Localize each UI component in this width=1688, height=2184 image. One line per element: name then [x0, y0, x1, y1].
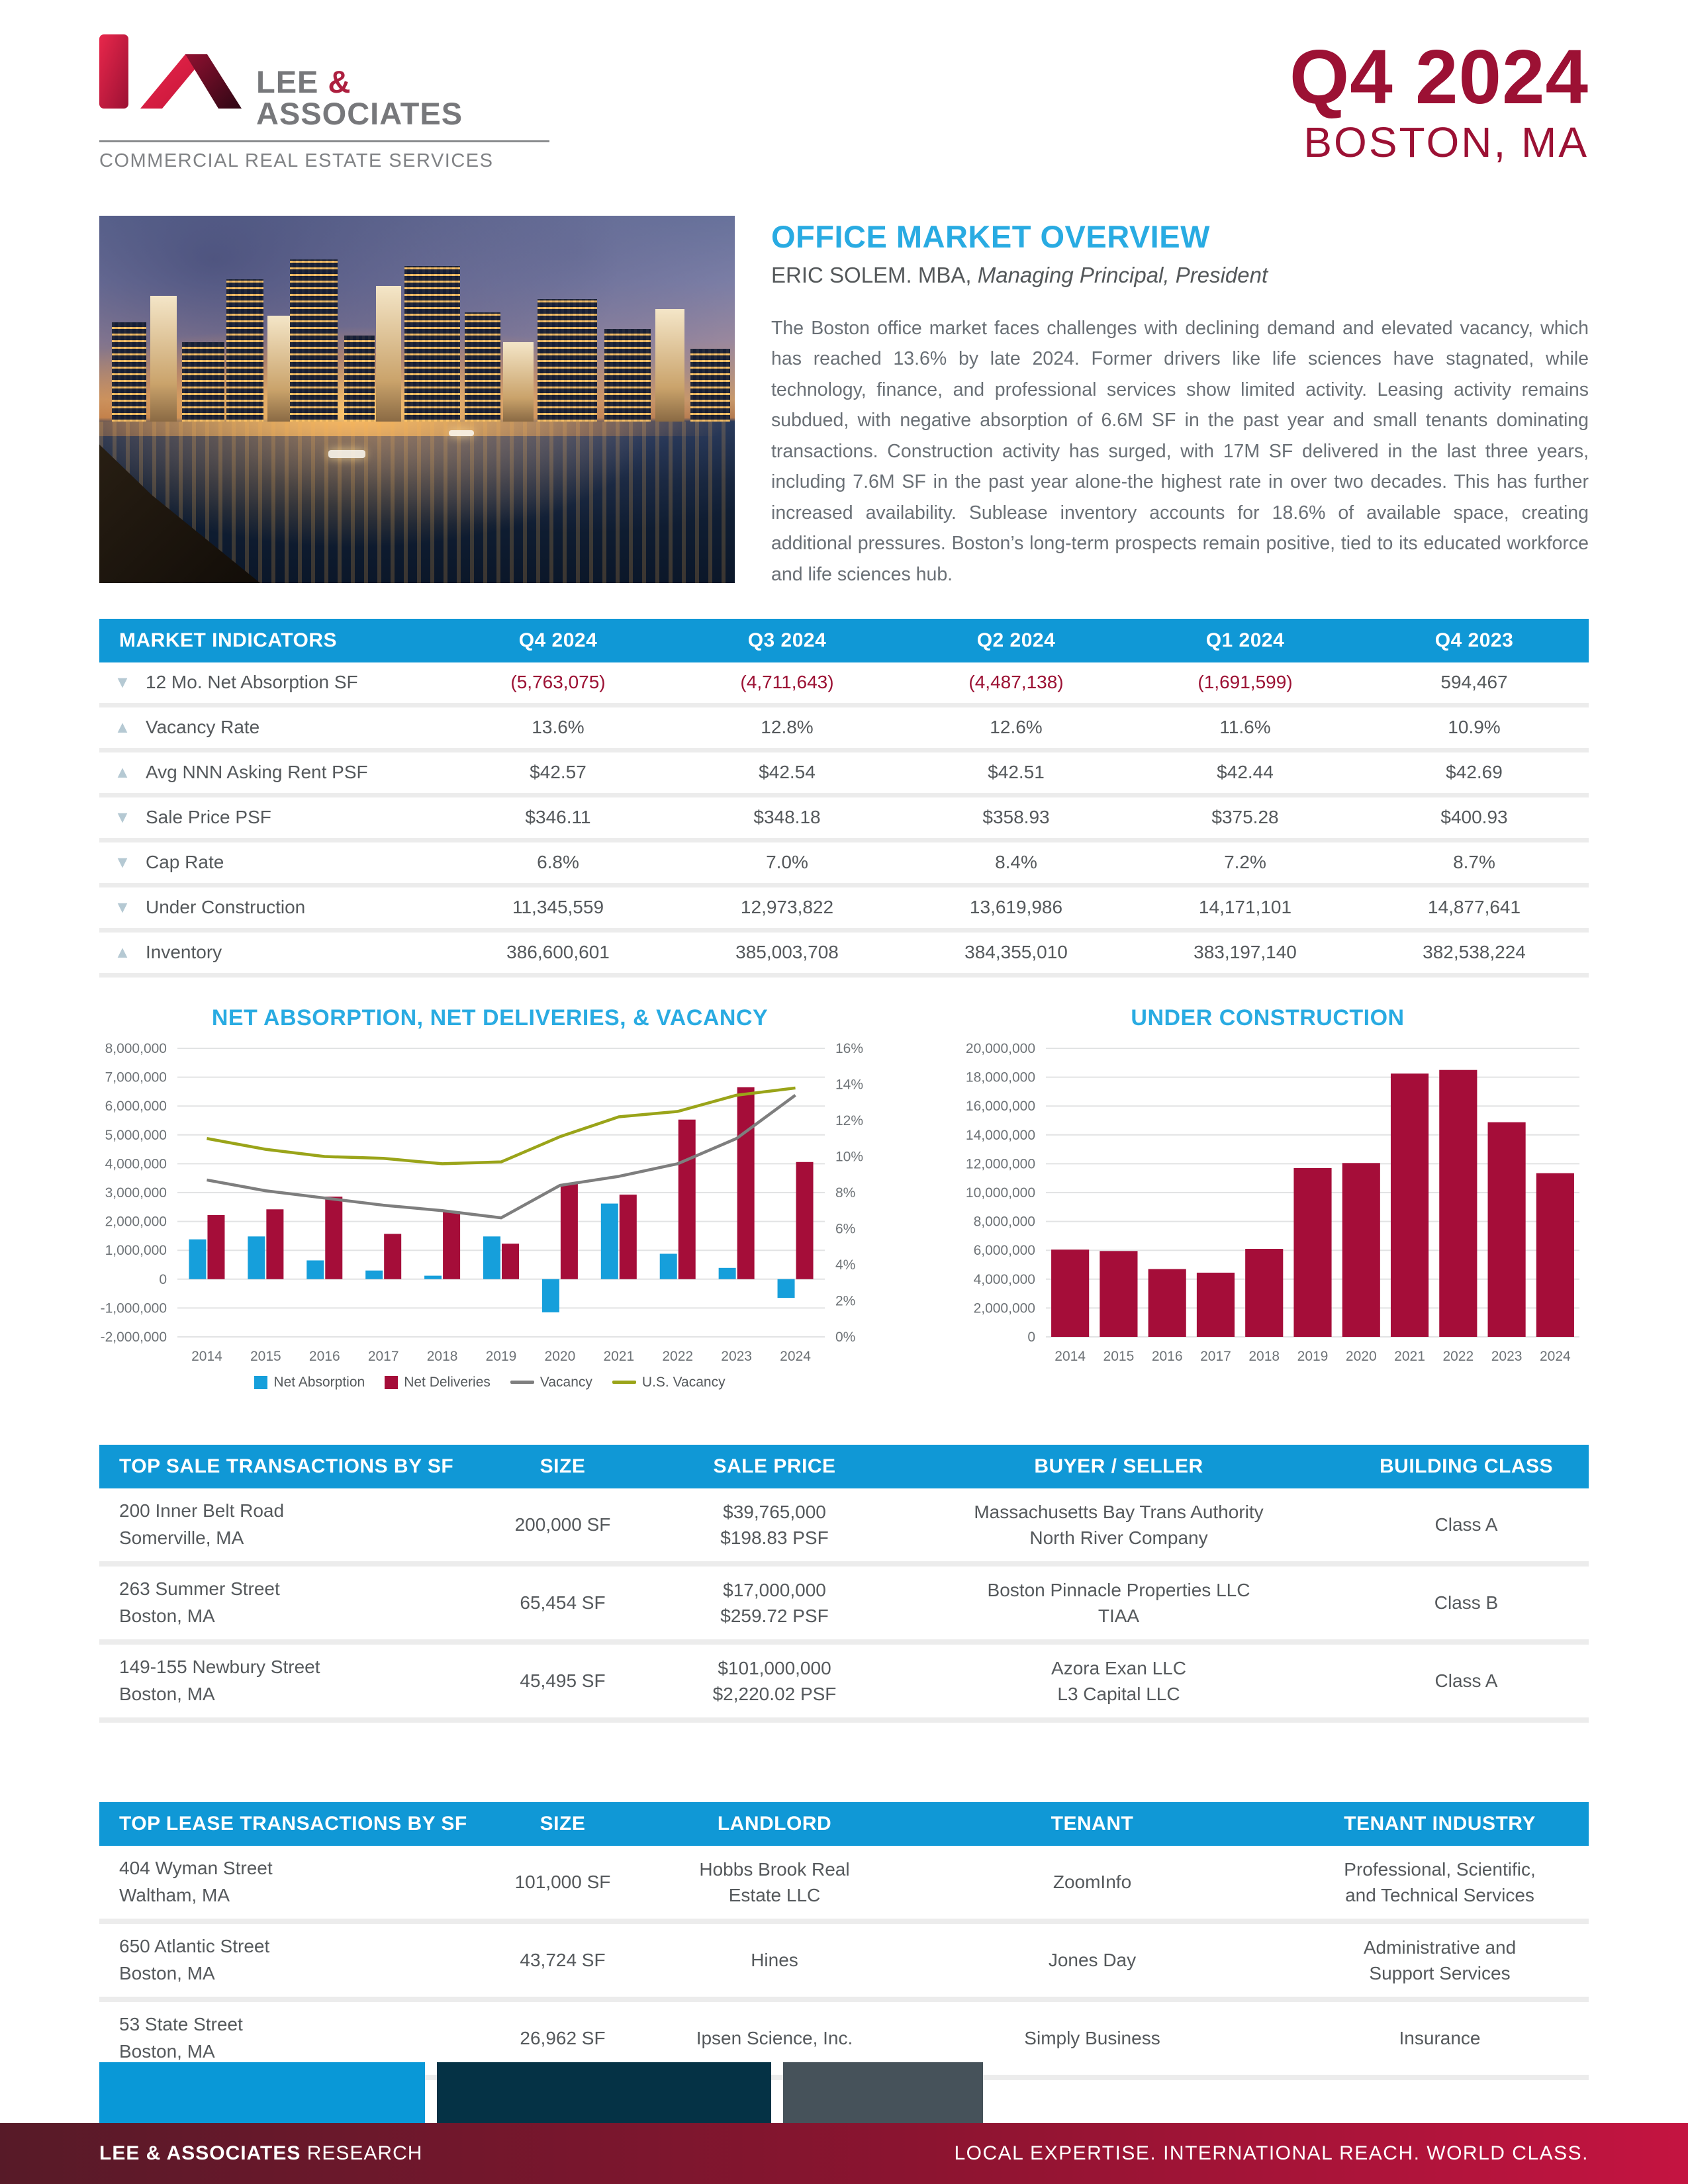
sale-transactions-table [99, 1445, 1589, 1723]
svg-text:2022: 2022 [662, 1348, 694, 1364]
indicator-value: $42.54 [759, 762, 816, 783]
legend-item [612, 1375, 726, 1390]
lease-landlord [655, 1856, 894, 1908]
indicator-value: 384,355,010 [964, 942, 1068, 963]
col-q1-2024: Q1 2024 [1205, 629, 1285, 651]
cell-line: $39,765,000 [723, 1501, 826, 1522]
lease-tenant: ZoomInfo [1053, 1872, 1132, 1893]
svg-text:12%: 12% [835, 1113, 864, 1128]
svg-text:4,000,000: 4,000,000 [105, 1156, 167, 1172]
sale-row [99, 1567, 1589, 1645]
svg-text:10,000,000: 10,000,000 [965, 1185, 1035, 1201]
net-absorption-chart [99, 1038, 880, 1369]
sales-col-size: SIZE [539, 1455, 586, 1477]
indicator-label: Sale Price PSF [146, 807, 271, 828]
sale-building-class: Class A [1434, 1670, 1498, 1692]
photo-boat [328, 450, 365, 458]
sale-size: 200,000 SF [514, 1514, 611, 1535]
indicator-value: (1,691,599) [1197, 672, 1293, 693]
sale-buyer-seller [894, 1577, 1344, 1629]
svg-text:2014: 2014 [191, 1348, 222, 1364]
cell-line: Boston Pinnacle Properties LLC [987, 1579, 1250, 1600]
indicator-value: $358.93 [982, 807, 1050, 828]
svg-text:2017: 2017 [367, 1348, 399, 1364]
photo-building [538, 299, 597, 422]
indicator-label: Under Construction [146, 897, 306, 918]
cell-line: North River Company [1029, 1527, 1208, 1548]
page-footer [0, 2062, 1688, 2184]
report-quarter: Q4 2024 [1289, 34, 1589, 120]
sale-property [99, 1498, 470, 1551]
svg-text:16,000,000: 16,000,000 [965, 1099, 1035, 1115]
indicator-value: 14,877,641 [1427, 897, 1521, 918]
overview-title: OFFICE MARKET OVERVIEW [771, 218, 1210, 254]
cell-line: and Technical Services [1345, 1884, 1534, 1905]
indicator-value: 386,600,601 [506, 942, 610, 963]
footer-brand: LEE & ASSOCIATES [99, 2142, 301, 2164]
svg-text:0%: 0% [835, 1329, 856, 1345]
cell-line: Hines [751, 1950, 798, 1971]
indicator-value: 382,538,224 [1423, 942, 1526, 963]
trend-down-icon: ▼ [114, 897, 131, 917]
svg-text:-1,000,000: -1,000,000 [100, 1300, 167, 1316]
indicator-row [99, 797, 1589, 842]
cell-line: Massachusetts Bay Trans Authority [974, 1501, 1264, 1522]
trend-down-icon: ▼ [114, 672, 131, 692]
trend-down-icon: ▼ [114, 852, 131, 872]
footer-bar [0, 2123, 1688, 2184]
indicator-value: $42.69 [1446, 762, 1503, 783]
sale-building-class: Class A [1434, 1514, 1498, 1535]
cell-line: Professional, Scientific, [1344, 1858, 1536, 1880]
cell-line: Support Services [1369, 1962, 1511, 1983]
legend-swatch-bar [385, 1376, 398, 1389]
svg-text:2018: 2018 [426, 1348, 458, 1364]
indicator-value: 12.6% [990, 717, 1043, 738]
col-q2-2024: Q2 2024 [976, 629, 1056, 651]
col-q4-2023: Q4 2023 [1434, 629, 1514, 651]
sales-col-class: BUILDING CLASS [1380, 1455, 1553, 1477]
leases-header [99, 1802, 1589, 1846]
lee-associates-logo-icon [99, 34, 242, 109]
lease-industry [1291, 1856, 1589, 1908]
photo-building [655, 309, 684, 422]
photo-building [267, 316, 290, 422]
svg-text:18,000,000: 18,000,000 [965, 1069, 1035, 1085]
cell-line: L3 Capital LLC [1057, 1683, 1180, 1704]
svg-text:8%: 8% [835, 1185, 856, 1201]
cell-line: $101,000,000 [718, 1657, 831, 1678]
indicator-row [99, 707, 1589, 752]
trend-up-icon: ▲ [114, 717, 131, 737]
logo-wordmark [256, 34, 463, 130]
svg-text:2020: 2020 [544, 1348, 576, 1364]
svg-text:2020: 2020 [1345, 1348, 1377, 1364]
logo-line2: ASSOCIATES [256, 95, 463, 131]
svg-text:-2,000,000: -2,000,000 [100, 1329, 167, 1345]
sale-size: 65,454 SF [520, 1592, 606, 1614]
logo-line1: LEE [256, 64, 328, 99]
lease-property [99, 2011, 470, 2065]
svg-text:2015: 2015 [1103, 1348, 1135, 1364]
svg-text:2022: 2022 [1442, 1348, 1474, 1364]
col-q4-2024: Q4 2024 [518, 629, 598, 651]
hero-section [99, 216, 1589, 590]
footer-slogan: LOCAL EXPERTISE. INTERNATIONAL REACH. WORLD CLASS. [954, 2142, 1589, 2164]
indicator-value: 8.4% [995, 852, 1037, 873]
cell-line: $17,000,000 [723, 1579, 826, 1600]
indicator-value: (4,711,643) [740, 672, 834, 693]
cell-line: Estate LLC [728, 1884, 821, 1905]
indicator-label: 12 Mo. Net Absorption SF [146, 672, 358, 693]
lease-size: 26,962 SF [520, 2028, 606, 2049]
indicator-value: 12,973,822 [740, 897, 834, 918]
indicator-value: 14,171,101 [1198, 897, 1292, 918]
indicators-title: MARKET INDICATORS [119, 629, 338, 651]
indicator-value: $42.57 [530, 762, 586, 783]
indicator-row [99, 662, 1589, 707]
photo-building [182, 342, 224, 422]
photo-building [226, 279, 263, 422]
svg-text:20,000,000: 20,000,000 [965, 1040, 1035, 1056]
legend-label: U.S. Vacancy [641, 1374, 726, 1390]
svg-text:4,000,000: 4,000,000 [973, 1271, 1035, 1287]
cell-line: TIAA [1098, 1605, 1140, 1626]
photo-building [465, 312, 500, 422]
cell-line: 149-155 Newbury Street [119, 1657, 320, 1678]
sale-price [655, 1577, 894, 1629]
indicator-value: 7.0% [766, 852, 808, 873]
lease-property [99, 1933, 470, 1987]
svg-text:5,000,000: 5,000,000 [105, 1127, 167, 1143]
footer-block-grey [783, 2062, 983, 2123]
lease-row [99, 1924, 1589, 2002]
lease-size: 101,000 SF [514, 1872, 611, 1893]
lease-tenant: Simply Business [1024, 2028, 1160, 2049]
svg-text:14%: 14% [835, 1077, 864, 1093]
cell-line: Boston, MA [119, 1605, 215, 1626]
photo-building [344, 336, 375, 422]
cell-line: Ipsen Science, Inc. [696, 2028, 853, 2049]
leases-col-landlord: LANDLORD [717, 1812, 832, 1835]
indicator-label: Vacancy Rate [146, 717, 260, 738]
trend-up-icon: ▲ [114, 762, 131, 782]
indicator-value: 594,467 [1440, 672, 1508, 693]
cell-line: 200 Inner Belt Road [119, 1500, 285, 1522]
charts-section [99, 1005, 1589, 1390]
svg-text:14,000,000: 14,000,000 [965, 1127, 1035, 1143]
indicator-value: 10.9% [1448, 717, 1501, 738]
sales-header [99, 1445, 1589, 1488]
svg-text:16%: 16% [835, 1040, 864, 1056]
cell-line: $259.72 PSF [720, 1605, 829, 1626]
lee-associates-logo [99, 34, 549, 172]
lease-tenant: Jones Day [1048, 1950, 1137, 1971]
legend-label: Net Absorption [273, 1374, 365, 1390]
svg-text:3,000,000: 3,000,000 [105, 1185, 167, 1201]
legend-item [385, 1375, 491, 1390]
svg-text:2024: 2024 [780, 1348, 811, 1364]
indicator-row [99, 752, 1589, 797]
svg-text:2021: 2021 [603, 1348, 635, 1364]
indicator-value: $42.51 [988, 762, 1045, 783]
cell-line: Boston, MA [119, 1962, 215, 1983]
legend-item [254, 1375, 365, 1390]
lease-row [99, 1846, 1589, 1924]
svg-text:6,000,000: 6,000,000 [105, 1099, 167, 1115]
sale-building-class: Class B [1434, 1592, 1499, 1614]
indicator-label: Cap Rate [146, 852, 224, 873]
sale-size: 45,495 SF [520, 1670, 606, 1692]
sales-body [99, 1488, 1589, 1723]
author-name: ERIC SOLEM. MBA, [771, 262, 972, 287]
legend-swatch-line [612, 1381, 636, 1384]
indicator-value: 12.8% [761, 717, 814, 738]
footer-research: RESEARCH [301, 2142, 423, 2164]
author-title: Managing Principal, President [971, 262, 1268, 287]
absorption-chart-title: NET ABSORPTION, NET DELIVERIES, & VACANCY [211, 1005, 769, 1030]
svg-text:10%: 10% [835, 1149, 864, 1165]
leases-title: TOP LEASE TRANSACTIONS BY SF [119, 1812, 467, 1835]
leases-col-size: SIZE [539, 1812, 586, 1835]
indicator-value: $42.44 [1217, 762, 1274, 783]
svg-text:2023: 2023 [1491, 1348, 1523, 1364]
col-q3-2024: Q3 2024 [747, 629, 827, 651]
cell-line: 263 Summer Street [119, 1578, 280, 1600]
svg-text:12,000,000: 12,000,000 [965, 1156, 1035, 1172]
sales-col-buyer-seller: BUYER / SELLER [1034, 1455, 1203, 1477]
photo-building [690, 349, 730, 422]
svg-text:8,000,000: 8,000,000 [973, 1214, 1035, 1230]
indicator-value: $346.11 [525, 807, 591, 828]
leases-body [99, 1846, 1589, 2080]
svg-text:7,000,000: 7,000,000 [105, 1069, 167, 1085]
lease-landlord [655, 1947, 894, 1973]
page-header [99, 0, 1589, 172]
cell-line: Boston, MA [119, 1683, 215, 1704]
sale-price [655, 1655, 894, 1707]
footer-research-label [99, 2142, 422, 2165]
market-indicators-table [99, 619, 1589, 978]
indicator-value: 383,197,140 [1194, 942, 1297, 963]
sale-row [99, 1488, 1589, 1567]
indicators-body [99, 662, 1589, 978]
footer-block-blue [99, 2062, 425, 2123]
indicator-label: Inventory [146, 942, 222, 963]
photo-building [503, 342, 534, 422]
construction-chart-block [947, 1005, 1589, 1390]
indicator-value: 7.2% [1224, 852, 1266, 873]
cell-line: Waltham, MA [119, 1884, 230, 1905]
indicators-header [99, 619, 1589, 662]
sale-property [99, 1654, 470, 1707]
photo-building [290, 259, 338, 422]
lease-size: 43,724 SF [520, 1950, 606, 1971]
footer-color-blocks [99, 2062, 1688, 2123]
indicator-row [99, 887, 1589, 933]
svg-text:2%: 2% [835, 1293, 856, 1309]
trend-up-icon: ▲ [114, 942, 131, 962]
cell-line: 53 State Street [119, 2014, 243, 2035]
sales-col-price: SALE PRICE [713, 1455, 836, 1477]
indicator-value: 11.6% [1219, 717, 1271, 738]
legend-swatch-bar [254, 1376, 267, 1389]
svg-text:1,000,000: 1,000,000 [105, 1243, 167, 1259]
legend-label: Net Deliveries [404, 1374, 491, 1390]
sale-buyer-seller [894, 1499, 1344, 1551]
indicator-value: (4,487,138) [968, 672, 1064, 693]
svg-text:2019: 2019 [485, 1348, 517, 1364]
svg-text:6%: 6% [835, 1221, 856, 1237]
svg-text:2016: 2016 [308, 1348, 340, 1364]
photo-boat [449, 430, 474, 436]
svg-text:2017: 2017 [1200, 1348, 1231, 1364]
indicator-label: Avg NNN Asking Rent PSF [146, 762, 368, 783]
indicator-row [99, 933, 1589, 978]
svg-text:0: 0 [159, 1271, 167, 1287]
indicator-value: 11,345,559 [512, 897, 604, 918]
cell-line: 650 Atlantic Street [119, 1936, 270, 1957]
svg-text:2,000,000: 2,000,000 [105, 1214, 167, 1230]
cell-line: $198.83 PSF [720, 1527, 829, 1548]
lease-transactions-table [99, 1802, 1589, 2080]
cell-line: Boston, MA [119, 2040, 215, 2062]
indicator-value: 385,003,708 [735, 942, 839, 963]
cell-line: $2,220.02 PSF [712, 1683, 837, 1704]
overview-author [771, 263, 1589, 288]
indicator-value: $375.28 [1211, 807, 1279, 828]
svg-text:4%: 4% [835, 1257, 856, 1273]
svg-text:2015: 2015 [250, 1348, 281, 1364]
leases-col-tenant: TENANT [1051, 1812, 1134, 1835]
construction-chart-title: UNDER CONSTRUCTION [1131, 1005, 1405, 1030]
svg-text:2021: 2021 [1394, 1348, 1425, 1364]
indicator-row [99, 842, 1589, 887]
lease-property [99, 1855, 470, 1909]
photo-building [376, 286, 401, 422]
cell-line: Somerville, MA [119, 1527, 244, 1548]
sale-property [99, 1576, 470, 1629]
absorption-chart-block [99, 1005, 880, 1390]
report-market: BOSTON, MA [1303, 118, 1589, 166]
logo-lockup [99, 34, 549, 130]
boston-skyline-photo [99, 216, 735, 583]
indicator-value: 6.8% [537, 852, 579, 873]
cell-line: Administrative and [1363, 1936, 1517, 1958]
lease-industry [1291, 2025, 1589, 2051]
indicator-value: $348.18 [753, 807, 821, 828]
logo-divider [99, 140, 549, 142]
svg-text:2014: 2014 [1055, 1348, 1086, 1364]
legend-label: Vacancy [539, 1374, 592, 1390]
overview-body: The Boston office market faces challenges with declining demand and elevated vacancy, which has reached 13.6% by late 2024. Former drivers like life sciences have stagnated, while technology, finance, and professional services show limited activity. Leasing activity remains subdued, with negative absorption of 6.6M SF in the past year and small tenants dominating transactions. Construction activity has surged, with 17M SF delivered in the last three years, including 7.6M SF in the past year alone-the highest rate in over two decades. This has further increased availability. Sublease inventory accounts for 18.6% of available space, creating additional pressures. Boston’s long-term prospects remain positive, tied to its educated workforce and life sciences hub. [771, 317, 1589, 585]
photo-building [150, 296, 177, 422]
indicator-value: 8.7% [1453, 852, 1495, 873]
photo-building [112, 322, 146, 422]
sales-title: TOP SALE TRANSACTIONS BY SF [119, 1455, 454, 1477]
svg-text:2024: 2024 [1540, 1348, 1571, 1364]
leases-col-industry: TENANT INDUSTRY [1344, 1812, 1536, 1835]
photo-building [604, 329, 651, 422]
svg-text:2018: 2018 [1248, 1348, 1280, 1364]
indicator-value: $400.93 [1440, 807, 1508, 828]
svg-text:6,000,000: 6,000,000 [973, 1243, 1035, 1259]
logo-tagline: COMMERCIAL REAL ESTATE SERVICES [99, 150, 494, 171]
svg-text:2,000,000: 2,000,000 [973, 1300, 1035, 1316]
indicator-value: 13.6% [532, 717, 585, 738]
svg-text:2016: 2016 [1151, 1348, 1183, 1364]
cell-line: 404 Wyman Street [119, 1858, 273, 1879]
market-overview [771, 216, 1589, 590]
trend-down-icon: ▼ [114, 807, 131, 827]
absorption-chart-legend [99, 1375, 880, 1390]
cell-line: Azora Exan LLC [1051, 1657, 1186, 1678]
masthead [1289, 34, 1589, 167]
svg-text:0: 0 [1027, 1329, 1035, 1345]
lease-landlord [655, 2025, 894, 2051]
sale-price [655, 1499, 894, 1551]
svg-text:8,000,000: 8,000,000 [105, 1040, 167, 1056]
logo-ampersand: & [328, 64, 352, 99]
cell-line: Insurance [1399, 2028, 1481, 2049]
legend-swatch-line [510, 1381, 534, 1384]
under-construction-chart [947, 1038, 1589, 1369]
footer-block-navy [437, 2062, 771, 2123]
photo-building [404, 266, 460, 422]
indicator-value: 13,619,986 [969, 897, 1063, 918]
lease-industry [1291, 1934, 1589, 1986]
legend-item [510, 1375, 592, 1390]
sale-row [99, 1645, 1589, 1723]
svg-text:2019: 2019 [1297, 1348, 1329, 1364]
indicator-value: (5,763,075) [510, 672, 606, 693]
cell-line: Hobbs Brook Real [699, 1858, 850, 1880]
sale-buyer-seller [894, 1655, 1344, 1707]
svg-text:2023: 2023 [721, 1348, 752, 1364]
